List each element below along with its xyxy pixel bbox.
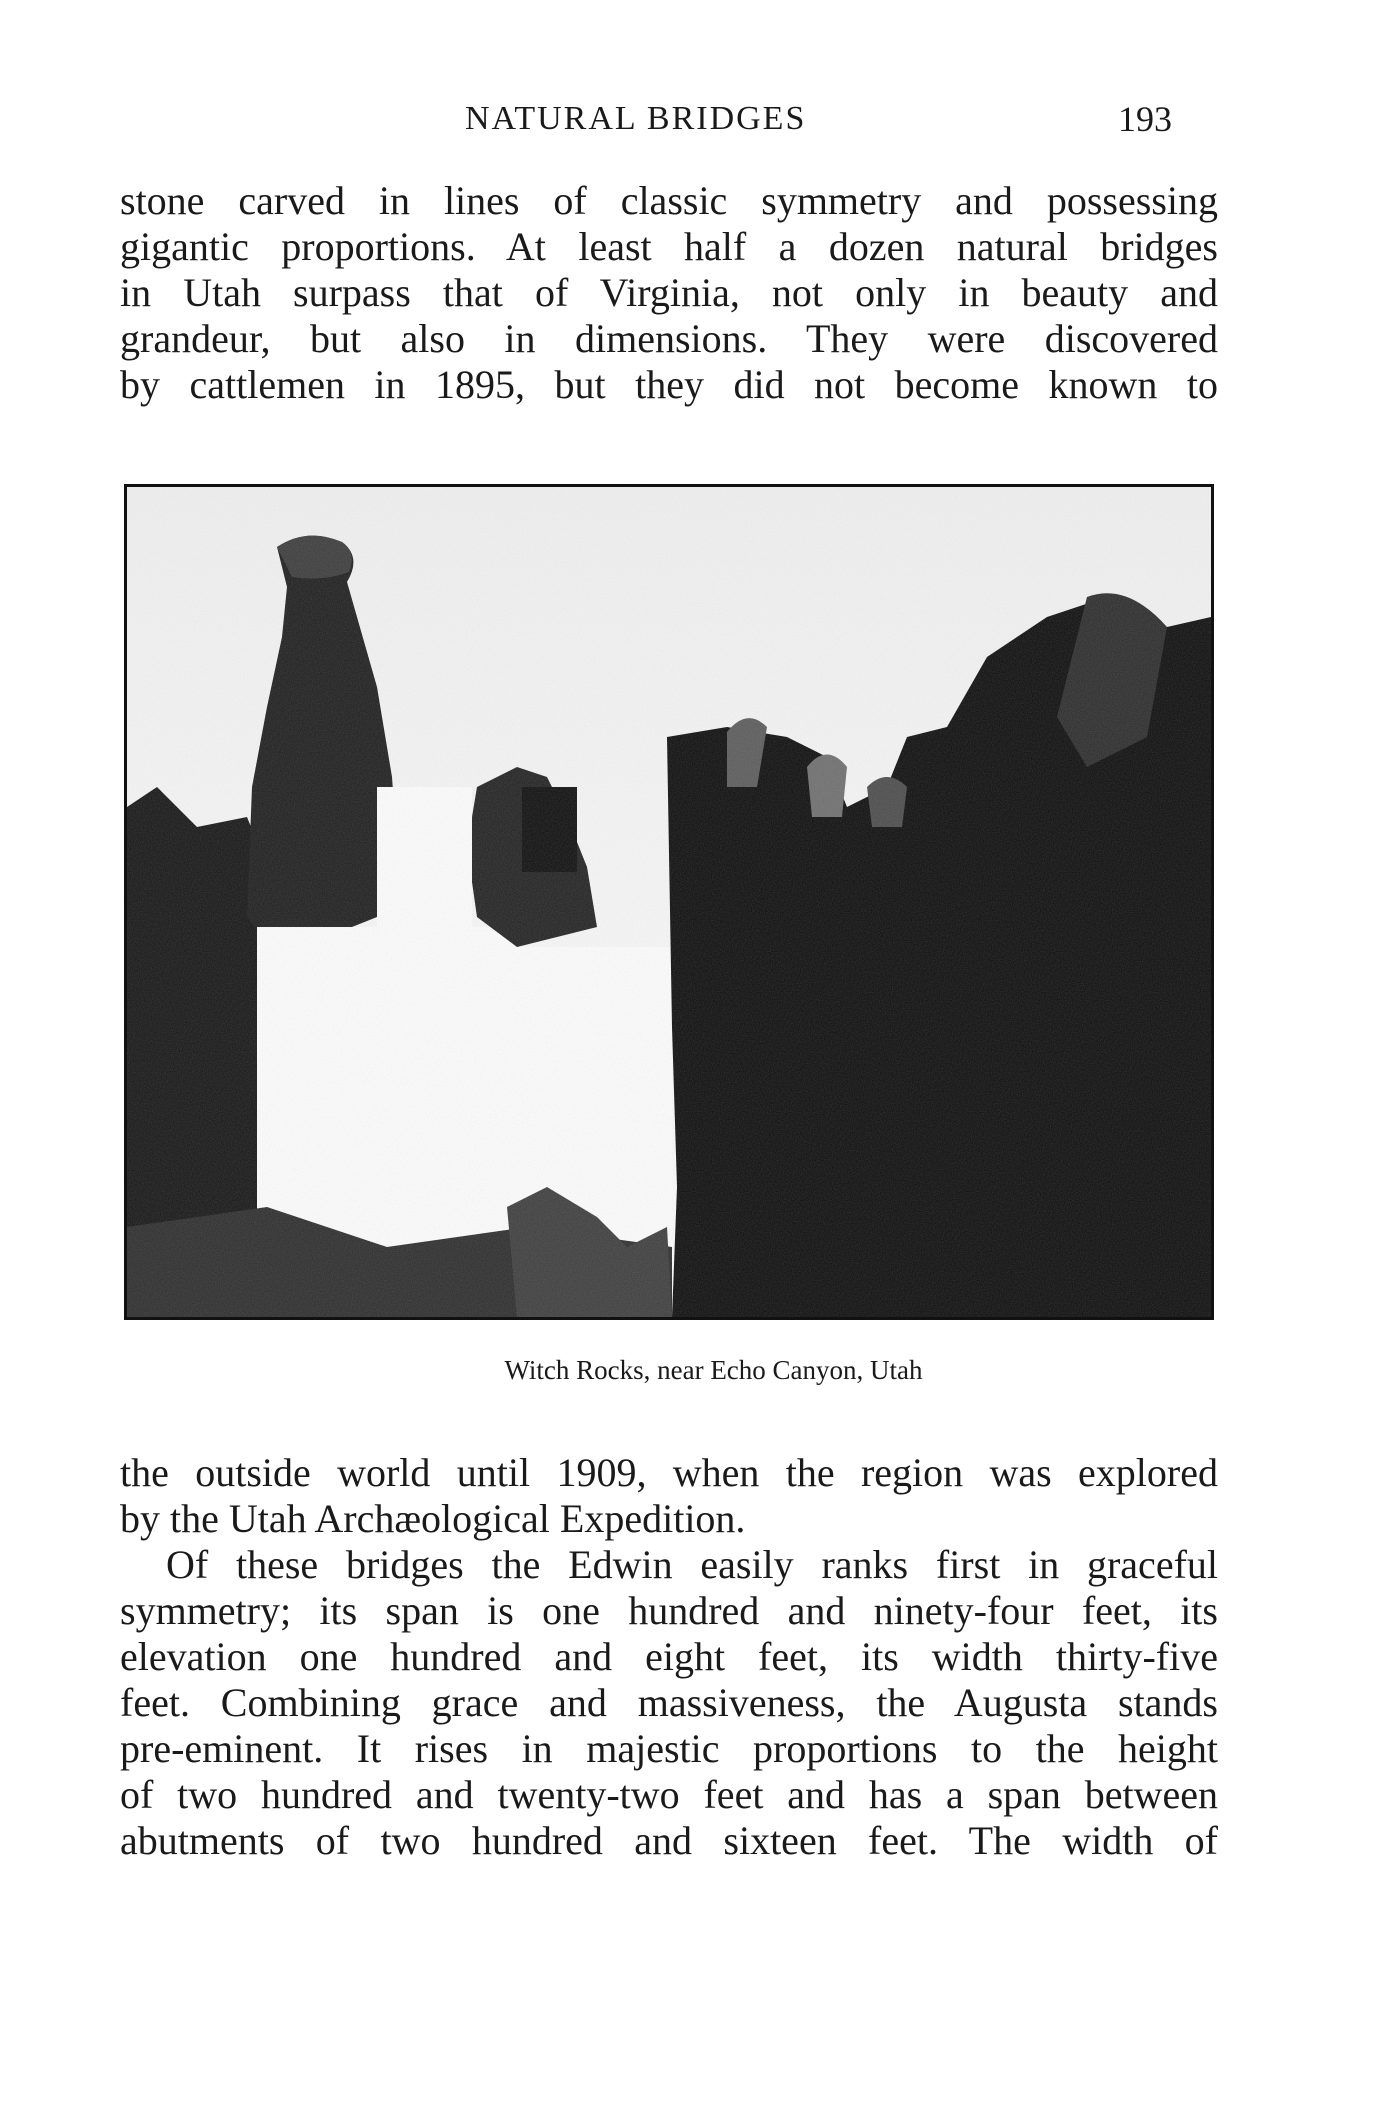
text-line: by the Utah Archæological Expedition. xyxy=(120,1496,746,1541)
text-line: feet. Combining grace and massiveness, the Augusta stands xyxy=(120,1680,1218,1725)
photograph-image xyxy=(127,487,1211,1317)
paragraph-bottom xyxy=(120,1450,1218,1864)
text-line: pre-eminent. It rises in majestic proportions to the height xyxy=(120,1726,1218,1771)
text-line: Of these bridges the Edwin easily ranks first in graceful xyxy=(166,1542,1218,1587)
figure-caption xyxy=(0,1355,1399,1386)
text-line: of two hundred and twenty-two feet and has a span between xyxy=(120,1772,1218,1817)
paragraph-top xyxy=(120,178,1218,408)
running-title: NATURAL BRIDGES xyxy=(465,100,807,137)
text-line: the outside world until 1909, when the region was explored xyxy=(120,1450,1218,1495)
text-line: elevation one hundred and eight feet, its width thirty-five xyxy=(120,1634,1218,1679)
text-line: abutments of two hundred and sixteen feet. The width of xyxy=(120,1818,1218,1863)
text-line: by cattlemen in 1895, but they did not become known to xyxy=(120,362,1218,407)
caption-text: Witch Rocks, near Echo Canyon, Utah xyxy=(504,1355,923,1385)
text-line: gigantic proportions. At least half a dozen natural bridges xyxy=(120,224,1218,269)
photograph-witch-rocks xyxy=(124,484,1214,1320)
text-line: in Utah surpass that of Virginia, not only in beauty and xyxy=(120,270,1218,315)
text-line: stone carved in lines of classic symmetry and possessing xyxy=(120,178,1218,223)
text-line: symmetry; its span is one hundred and ninety-four feet, its xyxy=(120,1588,1218,1633)
page-number: 193 xyxy=(1118,99,1172,139)
text-line: grandeur, but also in dimensions. They were discovered xyxy=(120,316,1218,361)
